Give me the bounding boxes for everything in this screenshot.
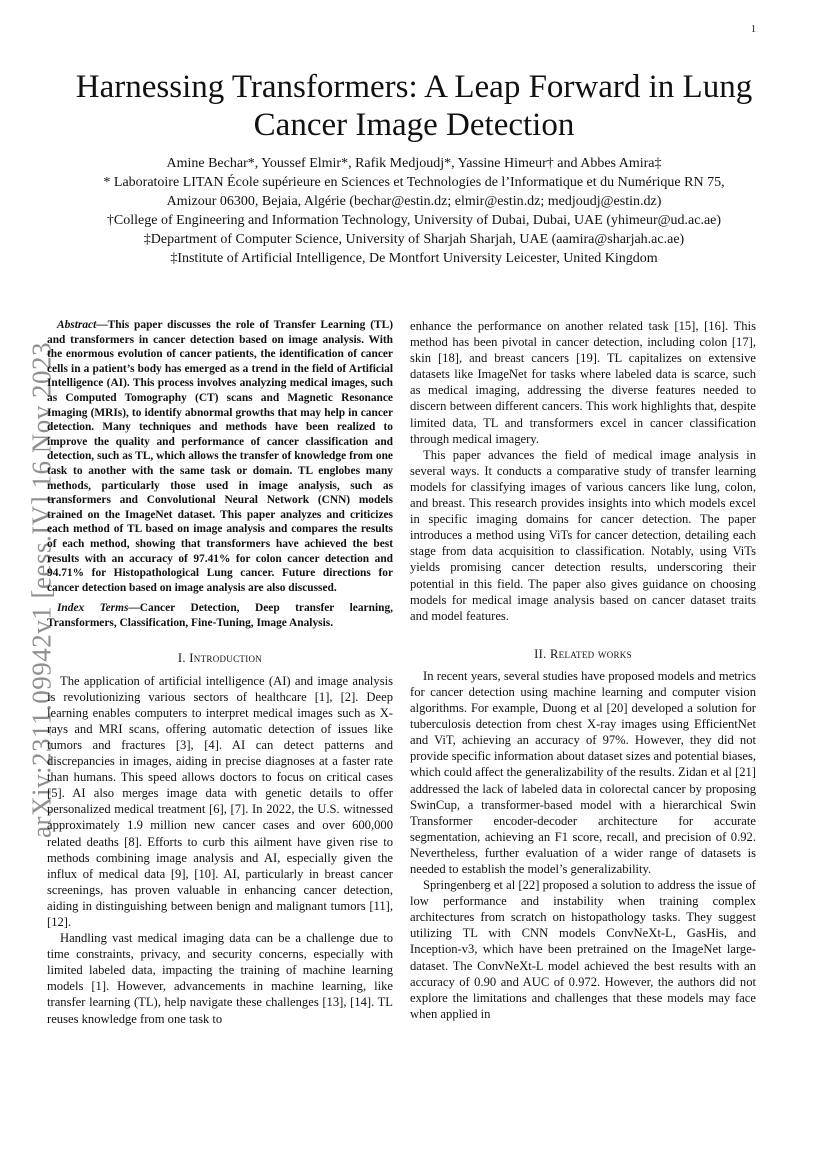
- paragraph: The application of artificial intelligence (AI) and image analysis is revolutionizing various sectors of healthcare [1], [2]. Deep learning enables computers to interpret medical images such as X-rays and MRI scans, offering automatic detection of issues like tumors and fractures [3], [4]. AI can detect patterns and discrepancies in images, aiding in precise diagnoses at a faster rate than humans. This speed allows doctors to focus on critical cases [5]. AI also merges image data with genetic details to offer personalized medical treatment [6], [7]. In 2022, the U.S. witnessed approximately 1.9 million new cancer cases and over 600,000 related deaths [8]. Efforts to curb this ailment have given rise to methods combining image analysis and AI, especially given the influx of medical data [9], [10]. AI, particularly in breast cancer screenings, has proven valuable in enhancing cancer detection, aiding in distinguishing between benign and malignant tumors [11], [12].: [47, 673, 393, 929]
- paragraph: In recent years, several studies have proposed models and metrics for cancer detection using machine learning and computer vision algorithms. For example, Duong et al [20] developed a solution for tuberculosis detection from chest X-ray images using EfficientNet and ViT, achieving an accuracy of 97%. However, they did not provide specific information about dataset sizes and potential biases, which could affect the generalizability of the results. Zidan et al [21] addressed the lack of labeled data in colorectal cancer by proposing SwinCup, a transformer-based model with a hierarchical Swin Transformer encoder-decoder architecture for accurate segmentation, achieving an F1 score, recall, and precision of 0.92. Nevertheless, further evaluation of a wider range of datasets is needed to establish the model’s generalizability.: [410, 668, 756, 876]
- paragraph: This paper advances the field of medical image analysis in several ways. It conducts a comparative study of transfer learning models for classifying images of various cancers like lung, colon, and breast. This research provides insights into which models excel in specific imaging domains for cancer detection. The paper introduces a method using ViTs for cancer detection, detailing each stage from data acquisition to classification. Notably, using ViTs yields promising cancer detection results, underscoring their potential in this field. The paper also gives guidance on choosing models for medical image analysis based on cancer dataset traits and model features.: [410, 447, 756, 623]
- abstract: [47, 318, 393, 595]
- index-terms-text: —Cancer Detection, Deep transfer learning, Transformers, Classification, Fine-Tuning, Image Analysis.: [47, 602, 393, 629]
- right-column: [410, 318, 756, 1022]
- page-number: 1: [751, 24, 756, 35]
- paragraph: Handling vast medical imaging data can be a challenge due to time constraints, privacy, and security concerns, especially with limited labeled data, impacting the training of machine learning models [1]. However, advancements in machine learning, like transfer learning (TL), help navigate these challenges [13], [14]. TL reuses knowledge from one task to: [47, 931, 393, 1026]
- index-terms: [47, 601, 393, 630]
- paragraph: Springenberg et al [22] proposed a solution to address the issue of low performance and instability when training complex architectures from scratch on histopathology tasks. They suggest utilizing TL with CNN models ConvNeXt-L, GasHis, and Inception-v3, which have been pretrained on the ImageNet large-dataset. The ConvNeXt-L model achieved the best results with an accuracy of 0.90 and AUC of 0.972. However, the authors did not explore the limitations and challenges that these models may face when applied in: [410, 878, 756, 1021]
- author-list: Amine Bechar*, Youssef Elmir*, Rafik Medjoudj*, Yassine Himeur† and Abbes Amira‡: [166, 156, 662, 171]
- affiliation-line: * Laboratoire LITAN École supérieure en Sciences et Technologies de l’Informatique et du Numérique RN 75,: [103, 175, 725, 190]
- affiliation-line: ‡Department of Computer Science, University of Sharjah Sharjah, UAE (aamira@sharjah.ac.ae): [143, 232, 685, 247]
- affiliation-line: Amizour 06300, Bejaia, Algérie (bechar@estin.dz; elmir@estin.dz; medjoudj@estin.dz): [166, 194, 662, 209]
- section-heading-introduction: I. Introduction: [177, 651, 263, 666]
- affiliation-line: †College of Engineering and Information Technology, University of Dubai, Dubai, UAE (yhimeur@ud.ac.ae): [106, 213, 722, 228]
- section-heading-related-works: II. Related works: [534, 646, 632, 661]
- left-column: [47, 318, 393, 1027]
- arxiv-stamp-text: arXiv:2311.09942v1 [eess.IV] 16 Nov 2023: [26, 342, 57, 838]
- paper-title: Harnessing Transformers: A Leap Forward in Lung Cancer Image Detection: [75, 69, 753, 143]
- paragraph: enhance the performance on another related task [15], [16]. This method has been pivotal in cancer detection, including colon [17], skin [18], and breast cancers [19]. TL capitalizes on extensive datasets like ImageNet for tasks where labeled data is scarce, such as medical imaging, addressing the diverse features needed to discern between different cancers. This work highlights that, despite limited data, TL and transformers excel in cancer classification through medical imagery.: [410, 319, 756, 446]
- affiliation-line: ‡Institute of Artificial Intelligence, De Montfort University Leicester, United Kingdom: [170, 251, 658, 266]
- abstract-lead: Abstract: [57, 319, 97, 331]
- index-terms-lead: Index Terms: [57, 602, 129, 615]
- abstract-text: —This paper discusses the role of Transfer Learning (TL) and transformers in cancer detection based on image analysis. With the enormous evolution of cancer patients, the identification of cancer cells in a patient’s body has emerged as a trend in the field of Artificial Intelligence (AI). This process involves analyzing medical images, such as Computed Tomography (CT) scans and Magnetic Resonance Imaging (MRIs), to identify abnormal growths that may help in cancer detection. Many techniques and methods have been realized to improve the quality and performance of cancer classification and detection, such as TL, which allows the transfer of knowledge from one task to another with the same task or domain. TL englobes many methods, particularly those used in image analysis, such as transformers and Convolutional Neural Network (CNN) models trained on the ImageNet dataset. This paper analyzes and criticizes each method of TL based on image analysis and compares the results of each method, showing that transformers have achieved the best results with an accuracy of 97.41% for colon cancer detection and 94.71% for Histopathological Lung cancer. Future directions for cancer detection based on image analysis are also discussed.: [47, 319, 393, 594]
